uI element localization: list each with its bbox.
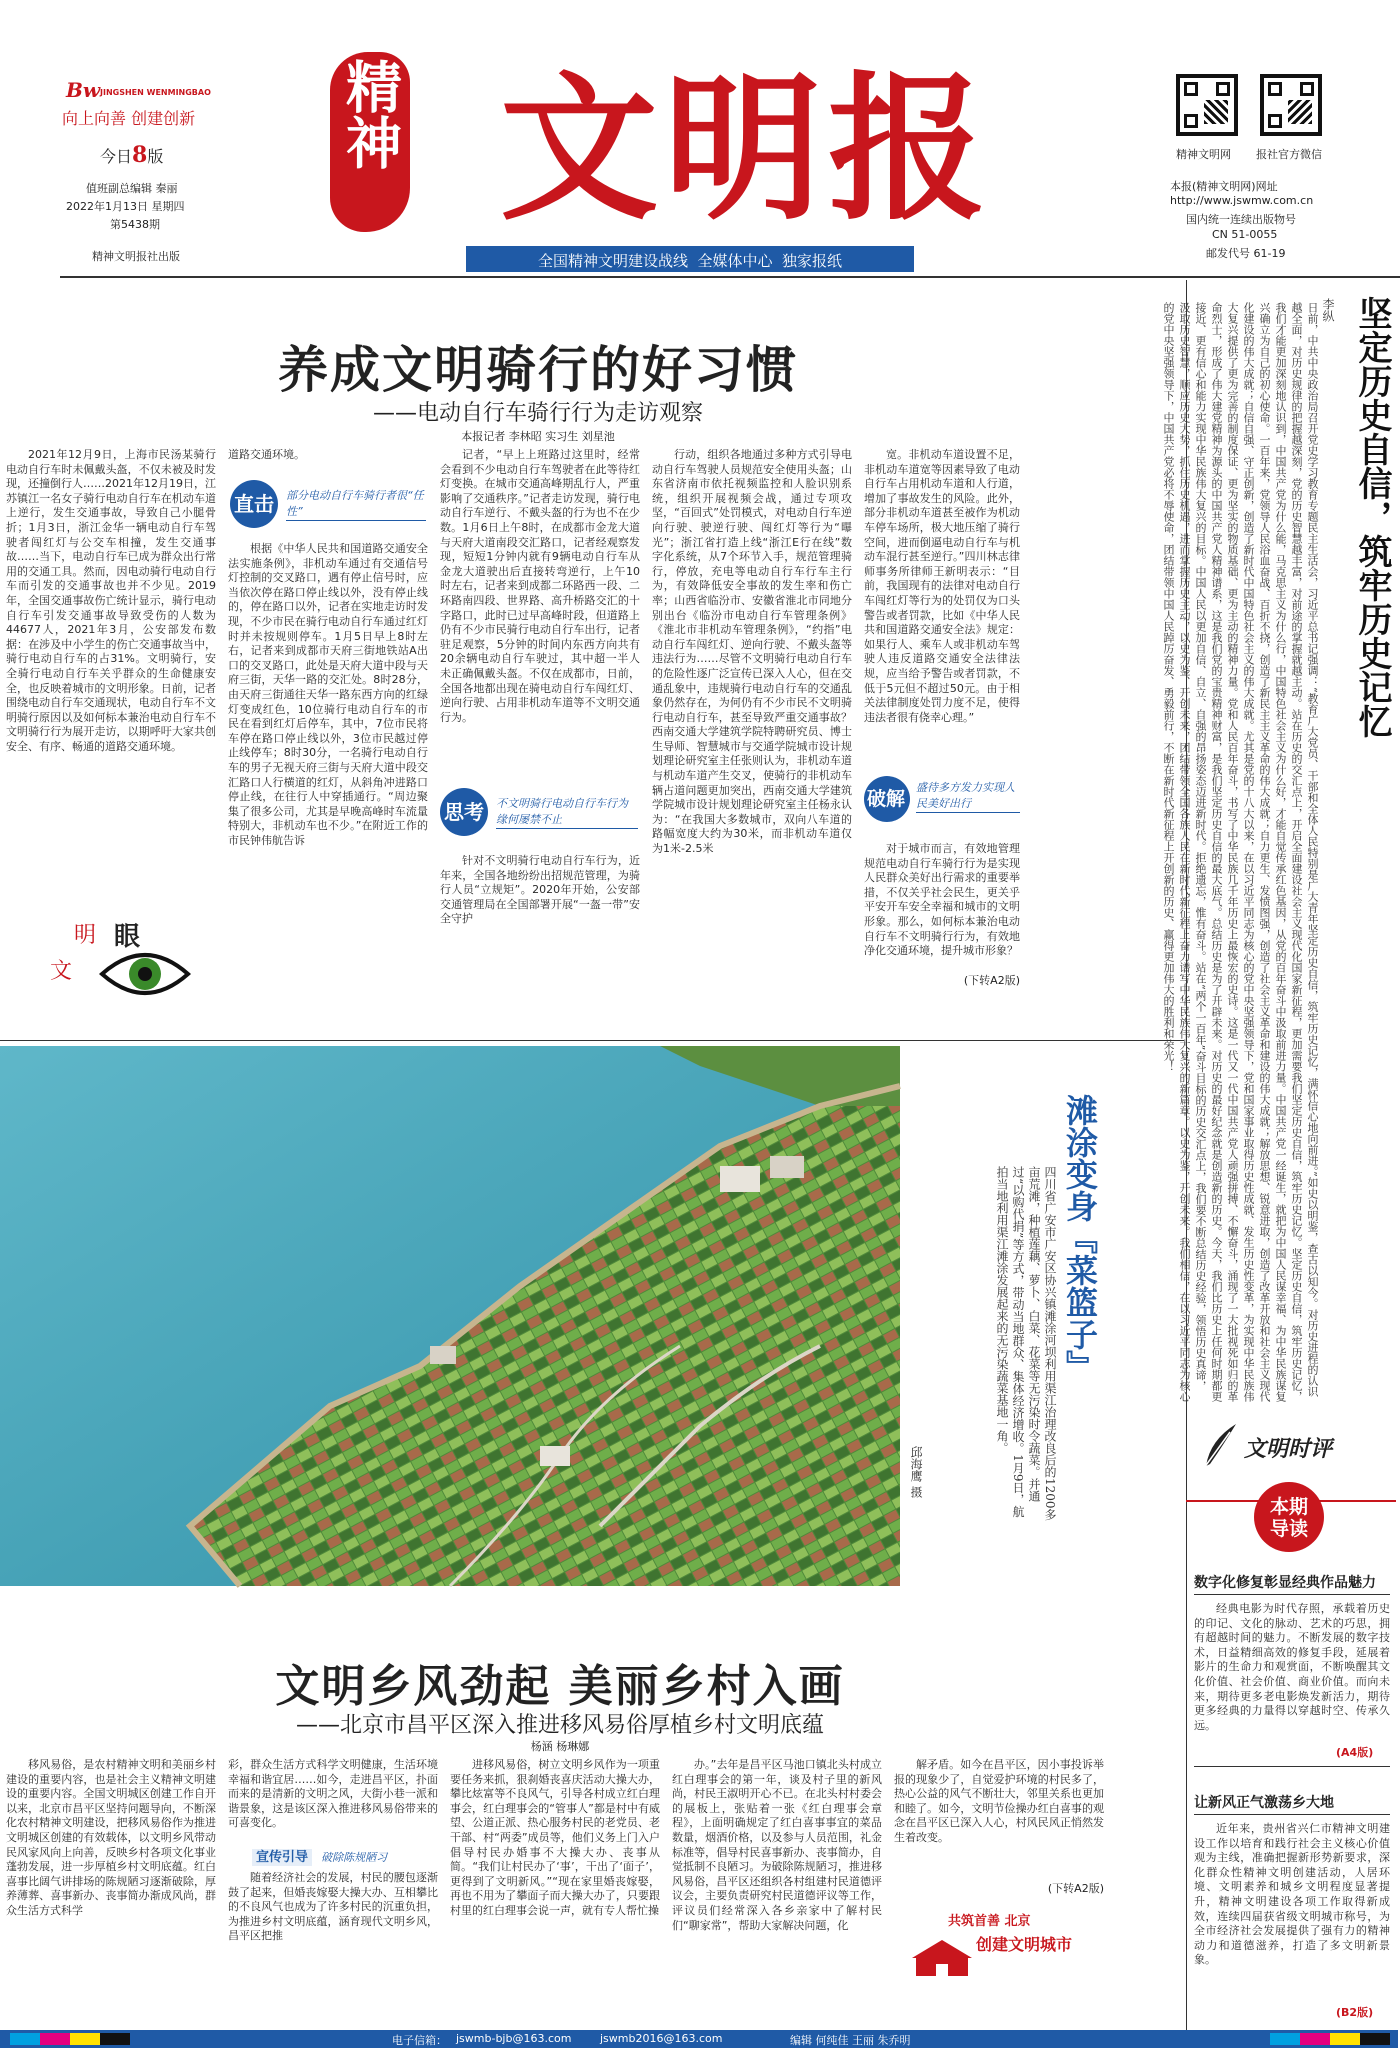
footer-email-label: 电子信箱：	[392, 2034, 447, 2047]
lead-col-5b	[864, 842, 1020, 972]
second-col-2b	[228, 1871, 438, 2031]
lead-col-4-text: 行动，组织各地通过多种方式引导电动自行车驾驶人员规范安全使用头盔；山东省济南市依托视频监控和人脸识别系统，组织开展视频会战，通过专项攻坚，“百回式”处罚模式，对电动自行车逆向行驶、驶逆行驶、闯红灯等行为“曝光”；浙江省打造上线“浙江E行在线”数字化系统，从7个环节入手，规范管理骑行，停放，充电等电动自行车行车主行为，有效降低安全事故的发生率和伤亡率；山西省临汾市、安徽省淮北市同地分别出台《临汾市电动自行车管理条例》《淮北市非机动车管理条例》，“约指”电动自行车闯红灯、逆向行驶、不戴头盔等违法行为……尽管不文明骑行电动自行车的危险性逐广泛宣传已深入人心，但在交通乱象中，违规骑行电动自行车的交通乱象仍然存在，为何仍有不少市民不文明骑行电动自行车，甚至导致严重交通事故？西南交通大学建筑学院特聘研究员、博士生导师、智慧城市与交通学院城市设计规划理论研究室主任张则认为，非机动车道与机动车道产生交叉，使骑行的非机动车辆占道问题更加突出，西南交通大学建筑学院城市设计规划理论研究室主任杨永认为：“在我国大多数城市，双向八车道的路幅宽度大约为30米，而非机动车道仅为1米-2.5米	[652, 448, 852, 856]
second-continue[interactable]: (下转A2版)	[1047, 1882, 1104, 1895]
lead-col-3	[440, 448, 640, 778]
today-pages	[100, 142, 163, 168]
qr-code-website[interactable]	[1176, 74, 1238, 136]
title-seal	[330, 52, 410, 232]
guide-item-1-text	[1194, 1602, 1390, 1760]
lead-col-3-text: 记者，“早上上班路过这里时，经常会看到不少电动自行车驾驶者在此等待红灯变换。在城市交通高峰期乱行人，严重影响了交通秩序。”记者走访发现，骑行电动自行车逆行、不戴头盔的行为也不在少数。1月6日上午8时，在成都市金龙大道与天府大道南段交汇路口，记者经观察发现，短短1分钟内就有9辆电动自行车从金龙大道驶出后直接转弯逆行，上午10时左右，记者来到成都二环路西一段、二环路南四段、世界路、高升桥路交汇的十字路口，此时已过早高峰时段，但道路上仍有不少市民骑行电动自行车出行，记者驻足观察，5分钟的时间内东西方向共有20余辆电动自行车驶过，其中超一半人未正确佩戴头盔。不仅在成都市，日前，全国各地都出现在骑电动自行车闯红灯、逆向行驶、占用非机动车道等不文明交通行为。	[440, 448, 640, 724]
second-col-4-text: 办。”去年是昌平区马池口镇北头村成立红白理事会的第一年，谈及村子里的新风尚，村民王淑明开心不已。在北头村村委会的展板上，张贴着一张《红白理事会章程》，上面明确规定了红白喜事事宜的菜品数量，烟酒价格，以及参与人员范围，礼金标准等，倡导村民喜事新办、丧事简办，自觉抵制不良陋习。为破除陈规陋习，推进移风易俗，昌平区还组织各村组建村民道德评议会，主要负责研究村民道德评议等工作，评议员们经常深入各乡亲家中了解村民们“聊家常”，帮助大家解决问题，化	[672, 1758, 882, 1932]
issue-number: 第5438期	[110, 218, 160, 231]
second-col-4	[672, 1758, 882, 2030]
issue-date: 2022年1月13日 星期四	[66, 200, 185, 213]
lead-byline: 本报记者 李林昭 实习生 刘星池	[461, 430, 615, 443]
aerial-photo-image	[0, 1046, 900, 1586]
lead-col-2-block	[228, 448, 428, 1008]
lead-tag-sikao	[440, 784, 640, 854]
photo-caption	[900, 1046, 1140, 1586]
second-col-2-block	[228, 1758, 438, 2030]
second-col-2b-text: 随着经济社会的发展，村民的腰包逐渐鼓了起来，但婚丧嫁娶大操大办、互相攀比的不良风气也成为了许多村民的沉重负担，为推进乡村文明底蕴，涵育现代文明乡风，昌平区把推	[228, 1871, 438, 1943]
lead-col-4	[652, 448, 852, 1008]
lead-continue[interactable]: (下转A2版)	[963, 974, 1020, 987]
eye-logo-char2: 文	[50, 959, 73, 984]
lead-col-2-text: 根据《中华人民共和国道路交通安全法实施条例》，非机动车通过有交通信号灯控制的交叉路口，遇有停止信号时，应当依次停在路口停止线以外，没有停止线的，停在路口以外，记者在实地走访时发现，不少市民在骑行电动自行车通过红灯时并未按规则停车。1月5日早上8时左右，记者来到成都市天府三街地铁站A出口的交叉路口，此处是天府大道中段与天府三街，天华一路的交汇处。8时28分，由天府三街通往天华一路东西方向的红绿灯变成红色，10位骑行电动自行车的市民在看到红灯后停车，其中，7位市民将车停在路口停止线以外，3位市民越过停止线停车；8时30分，一名骑行电动自行车的男子无视天府三街与天府大道中段交汇路口人行横道的红灯，从斜角冲进路口停止线，在往行人中穿插通行。“周边聚集了很多公司，尤其是早晚高峰时车流量特别大，非机动车也不少。”在附近工作的市民钟伟航告诉	[228, 542, 428, 847]
lead-col-5	[864, 448, 1020, 768]
small-logo	[66, 78, 236, 102]
lead-col-3b	[440, 854, 640, 994]
footer-editors: 编辑 何纯佳 王丽 朱乔明	[790, 2034, 911, 2047]
lead-tag-zhiji	[228, 476, 428, 542]
today-label: 今日	[100, 147, 133, 166]
eye-icon	[100, 944, 190, 1004]
lead-col-3-block	[440, 448, 640, 1008]
quill-icon	[1200, 1420, 1240, 1470]
lead-col-5-text: 宽。非机动车道设置不足，非机动车道宽等因素导致了电动自行车占用机动车道和人行道，增加了事故发生的风险。此外，部分非机动车道甚至被作为机动车停车场所，极大地压缩了骑行空间，进而倒逼电动自行车与机动车混行甚至逆行。”四川林志律师事务所律师王新明表示：“目前，我国现有的法律对电动自行车闯红灯等行为的处罚仅为口头警告或者罚款，比如《中华人民共和国道路交通安全法》规定：如果行人、乘车人或非机动车驾驶人违反道路交通安全法律法规，应当给予警告或者罚款，不低于5元但不超过50元。由于相关法律制度处罚力度不足，使得违法者很有侥幸心理。”	[864, 448, 1020, 724]
second-col-2	[228, 1758, 438, 1840]
photo-caption-text: 四川省广安市广安区协兴镇滩涂河坝利用渠江治理改良后的1200多亩荒滩，种植莲藕、萝卜、白菜、花菜等无污染时令蔬菜。并通过“以购代捐”等方式，带动当地群众、集体经济增收。1月9日，航拍当地利用渠江滩涂发展起来的无污染蔬菜基地一角。	[995, 1166, 1057, 1521]
lead-col-1	[6, 448, 216, 928]
civilization-city-stamp	[894, 1906, 1104, 1986]
masthead	[0, 0, 1398, 275]
eye-logo-char1: 明	[74, 923, 97, 948]
footer-bar	[0, 2030, 1398, 2048]
guide-item-1-title[interactable]: 数字化修复彰显经典作品魅力	[1194, 1575, 1376, 1591]
sidebar-headline: 坚定历史自信，筑牢历史记忆	[1352, 296, 1392, 738]
site-url[interactable]: http://www.jswmw.com.cn	[1170, 194, 1314, 207]
guide-item-2-rule	[1194, 1814, 1390, 1815]
guide-item-2-text	[1194, 1822, 1390, 2002]
guide-item-1-text-p: 经典电影为时代存照，承载着历史的印记、文化的脉动、艺术的巧思，拥有超越时间的魅力。不断发展的数字技术，日益精细高效的修复手段，延展着影片的生命力和观赏面，不断唤醒其文化价值、社会价值、商业价值。而向未来，期待更多老电影焕发新活力，期待更多经典的力量得以穿越时空、传承久远。	[1194, 1602, 1390, 1732]
column-logo-text: 文明时评	[1244, 1436, 1333, 1462]
second-col-5	[894, 1758, 1104, 1878]
stamp-line1: 共筑首善 北京	[948, 1914, 1031, 1929]
footer-email-2[interactable]: jswmb2016@163.com	[600, 2032, 723, 2045]
lead-col-2-lead-text: 道路交通环境。	[228, 448, 305, 461]
guide-box	[1186, 1496, 1396, 2030]
sidebar-author: 李纵	[1321, 298, 1335, 322]
qr2-label: 报社官方微信	[1256, 148, 1322, 161]
guide-mid-rule	[1194, 1766, 1390, 1767]
tag-zhiji-sub: 部分电动自行车骑行者很“任性”	[286, 488, 426, 521]
stamp-line2: 创建文明城市	[976, 1935, 1073, 1954]
slogan: 向上向善 创建创新	[62, 109, 196, 128]
second-col-3-text: 进移风易俗，树立文明乡风作为一项重要任务来抓，狠刹婚丧喜庆活动大操大办，攀比炫富等不良风气，引导各村成立红白理事会，红白理事会的“管事人”都是村中有威望、公道正派、热心服务村民的老党员、老干部、村“两委”成员等，他们义务上门入户倡导村民办婚事不大操大办、丧事从简。“我们让村民办了‘事’，干出了‘面子’，更得到了文明新风。”“现在家里婚丧嫁娶，再也不用为了攀面子而大操大办了，只要跟村里的红白理事会说一声，就有专人帮忙操	[450, 1758, 660, 1917]
lead-col-1-text: 2021年12月9日，上海市民汤某骑行电动自行车时未佩戴头盔，不仅未被及时发现，还撞倒行人……2021年12月19日，江苏镇江一名女子骑行电动自行车在机动车道上逆行，发生交通事故，导致自己小腿骨折；1月3日，浙江金华一辆电动自行车驾驶者闯红灯与公交车相撞，发生交通事故……当下，电动自行车已成为群众出行常用的交通工具。然而，因电动骑行电动自行车而引发的交通事故也并不少见。2019年，全国交通事故伤亡统计显示，骑行电动自行车引发交通事故导致受伤的人数为44677人，2021年3月，公安部发布数据：在涉及中小学生的伤亡交通事故当中，骑行电动自行车的占31%。文明骑行，安全骑行电动自行车关乎群众的生命健康安全，也反映着城市的文明形象。日前，记者围绕电动自行车交通现状，电动自行车不文明骑行原因以及如何标本兼治电动自行车不文明骑行行为展开走访，以期呼吁大家共创安全、有序、畅通的道路交通环境。	[6, 448, 216, 753]
tagline-bar	[466, 246, 914, 272]
lead-tag-pojie	[864, 772, 1020, 842]
duty-editor: 值班副总编辑 秦丽	[86, 182, 178, 195]
color-registration	[10, 2033, 130, 2045]
cn-number: CN 51-0055	[1212, 228, 1278, 241]
small-logo-glyph: Bw	[66, 78, 101, 102]
second-col-2-text: 彩，群众生活方式科学文明健康，生活环境幸福和谐宜居……如今，走进昌平区，扑面而来的是清新的文明之风，大街小巷一派和谐景象，这是该区深入推进移风易俗带来的可喜变化。	[228, 1758, 438, 1830]
guide-item-1-page[interactable]: (A4版)	[1336, 1746, 1374, 1759]
guide-item-2-page[interactable]: (B2版)	[1336, 2006, 1374, 2019]
lead-col-5b-text: 对于城市而言，有效地管理规范电动自行车骑行行为是实现人民群众美好出行需求的重要举措，不仅关乎社会民生，更关乎平安开车安全幸福和城市的文明形象。那么，如何标本兼治电动自行车不文明骑行行为，有效地净化交通环境，提升城市形象？	[864, 842, 1020, 958]
tag-sikao-title: 思考	[444, 800, 484, 824]
lead-col-2-lead	[228, 448, 428, 468]
tiananmen-icon	[912, 1934, 972, 1978]
second-byline: 杨涵 杨琳娜	[530, 1740, 590, 1753]
tag-sikao-sub: 不文明骑行电动自行车行为缘何屡禁不止	[496, 796, 638, 829]
lead-bottom-rule	[0, 1040, 1184, 1041]
site-label: 本报(精神文明网)网址	[1170, 180, 1278, 193]
lead-col-2	[228, 542, 428, 1002]
tag-pojie-sub: 盛待多方发力实现人民美好出行	[916, 780, 1020, 813]
qr-code-wechat[interactable]	[1260, 74, 1322, 136]
today-unit: 版	[147, 147, 164, 166]
qr1-label: 精神文明网	[1176, 148, 1231, 161]
sidebar-text: 日前，中共中央政治局召开党史学习教育专题民主生活会，习近平总书记强调：“教育广大党员、干部和全体人民特别是广大青年坚定历史自信，筑牢历史记忆，满怀信心地向前进。”如史以明鉴，查古以知今。对历史进程的认识越全面，对历史规律的把握越深刻，党的历史智慧越丰富，对前途的掌握就越主动。站在历史的交汇点上，开启全面建设社会主义现代化国家新征程，更加需要我们坚定历史自信，筑牢历史记忆。坚定历史自信，筑牢历史记忆，我们才能更加深刻地认识到，中国共产党为什么能，马克思主义为什么行，中国特色社会主义为什么好，才能自觉传承红色基因，从党的百年奋斗中汲取前进力量。中国共产党一经诞生，就把为中国人民谋幸福、为中华民族谋复兴确立为自己的初心使命。一百年来，党领导人民浴血奋战、百折不挠，创造了新民主主义革命的伟大成就；自力更生、发愤图强，创造了社会主义革命和建设的伟大成就；解放思想、锐意进取，创造了改革开放和社会主义现代化建设的伟大成就；自信自强、守正创新，创造了新时代中国特色社会主义的伟大成就。尤其是党的十八大以来，在以习近平同志为核心的党中央坚强领导下，党和国家事业取得历史性成就、发生历史性变革，为实现中华民族伟大复兴提供了更为完善的制度保证、更为坚实的物质基础、更为主动的精神力量。党和人民百年奋斗，书写了中华民族几千年历史上最恢宏的史诗。这是一代又一代中国共产党人顽强拼搏、不懈奋斗，涌现了一大批视死如归的革命烈士，形成了伟大建党精神为源头的中国共产党人精神谱系，这是我们党的宝贵精神财富，是我们坚定历史自信的最大底气。总结历史是为了开辟未来。对历史的最好纪念就是创造新的历史。今天，我们比历史上任何时期都更接近、更有信心和能力实现中华民族伟大复兴的目标。中国人民以更加自信、自立、自强的昂扬姿态迈进新时代。拒绝遗忘，惟有奋斗。站在“两个一百年”奋斗目标的历史交汇点上，我们要不断总结历史经验，领悟历史真谛，汲取历史智慧，顺应历史大势，抓住历史机遇，进而掌握历史主动，以史为鉴、开创未来，团结带领全国各族人民在新时代新征程上奋力谱写中华民族伟大复兴的新篇章。以史为鉴，开创未来。我们相信，在以习近平同志为核心的党中央坚强领导下，中国共产党必将不辱使命，团结带领中国人民踔厉奋发、勇毅前行，不断在新时代新征程上开创新的历史、赢得更加伟大的胜利和荣光！	[1162, 302, 1319, 1402]
publisher-label: 精神文明报社出版	[92, 250, 180, 263]
second-tag-title: 宣传引导	[252, 1849, 312, 1866]
masthead-rule	[60, 276, 1400, 278]
guide-item-2-title[interactable]: 让新风正气激荡乡大地	[1194, 1795, 1334, 1811]
column-logo	[1200, 1420, 1390, 1470]
second-col-5-text: 解矛盾。如今在昌平区，因小事投诉举报的现象少了，自觉爱护环境的村民多了，热心公益的风气不断壮大，邻里关系也更加和睦了。如今，文明节俭操办红白喜事的观念在昌平区已深入人心，村风民风正悄然发生着改变。	[894, 1758, 1104, 1844]
second-tag-sub: 破除陈规陋习	[321, 1851, 388, 1864]
second-col-3	[450, 1758, 660, 2030]
footer-email-1[interactable]: jswmb-bjb@163.com	[456, 2032, 572, 2045]
guide-title: 本期导读	[1269, 1496, 1308, 1540]
today-count: 8	[132, 142, 148, 168]
second-tag	[252, 1846, 438, 1865]
second-col-1	[6, 1758, 216, 2030]
color-registration-right	[1270, 2033, 1390, 2045]
post-code: 邮发代号 61-19	[1206, 247, 1286, 260]
lead-col-5-block	[864, 448, 1020, 1008]
eye-logo-char3: 眼	[114, 922, 141, 952]
photo-caption-photographer: 邱海鹰 摄	[909, 1446, 923, 1498]
lead-headline: 养成文明骑行的好习惯	[278, 340, 798, 399]
second-headline: 文明乡风劲起 美丽乡村入画	[275, 1661, 845, 1712]
tagline-text: 全国精神文明建设战线 全媒体中心 独家报纸	[537, 252, 843, 270]
title-seal-text: 精神	[337, 58, 403, 170]
second-subheadline: ——北京市昌平区深入推进移风易俗厚植乡村文明底蕴	[295, 1713, 824, 1738]
title-main: 文明报	[500, 57, 992, 242]
guide-item-2-text-p: 近年来，贵州省兴仁市精神文明建设工作以培育和践行社会主义核心价值观为主线，准确把握新形势新要求，深化群众性精神文明创建活动，人居环境、文明素养和城乡文明程度显著提升，精神文明建设各项工作取得新成效，连续四届获省级文明城市称号，为全市经济社会发展提供了强有力的精神动力和道德滋养，打造了多文明新景象。	[1194, 1822, 1390, 1967]
aerial-photo	[0, 1046, 900, 1586]
photo-caption-title: 滩涂变身『菜篮子』	[1061, 1094, 1099, 1382]
guide-item-1-rule	[1194, 1594, 1390, 1595]
lead-col-3b-text: 针对不文明骑行电动自行车行为，近年来，全国各地纷纷出招规范管理，为骑行人员“立规矩”。2020年开始，公安部交通管理局在全国部署开展“一盔一带”安全守护	[440, 854, 640, 926]
lead-subheadline: ——电动自行车骑行行为走访观察	[372, 401, 703, 426]
tag-zhiji-title: 直击	[234, 492, 274, 516]
cn-label: 国内统一连续出版物号	[1186, 213, 1296, 226]
second-col-5-block	[894, 1758, 1104, 2030]
second-col-1-text: 移风易俗，是农村精神文明和美丽乡村建设的重要内容，也是社会主义精神文明建设的重要内容。全国文明城区创建工作自开以来，北京市昌平区坚持问题导向，不断深化农村精神文明建设，把移风易俗作为推进文明城区创建的有效载体，以文明乡风带动民风家风向上向善，反映乡村各项文化事业蓬勃发展，进一步厚植乡村文明底蕴。红白喜事比阔气讲排场的陈规陋习逐渐破除，厚养薄葬、喜事新办、丧事简办渐成风尚，群众生活方式科学	[6, 1758, 216, 1917]
tag-pojie-title: 破解	[867, 788, 906, 810]
small-logo-text: JINGSHEN WENMINGBAO	[100, 88, 211, 97]
eye-logo	[40, 918, 190, 1018]
